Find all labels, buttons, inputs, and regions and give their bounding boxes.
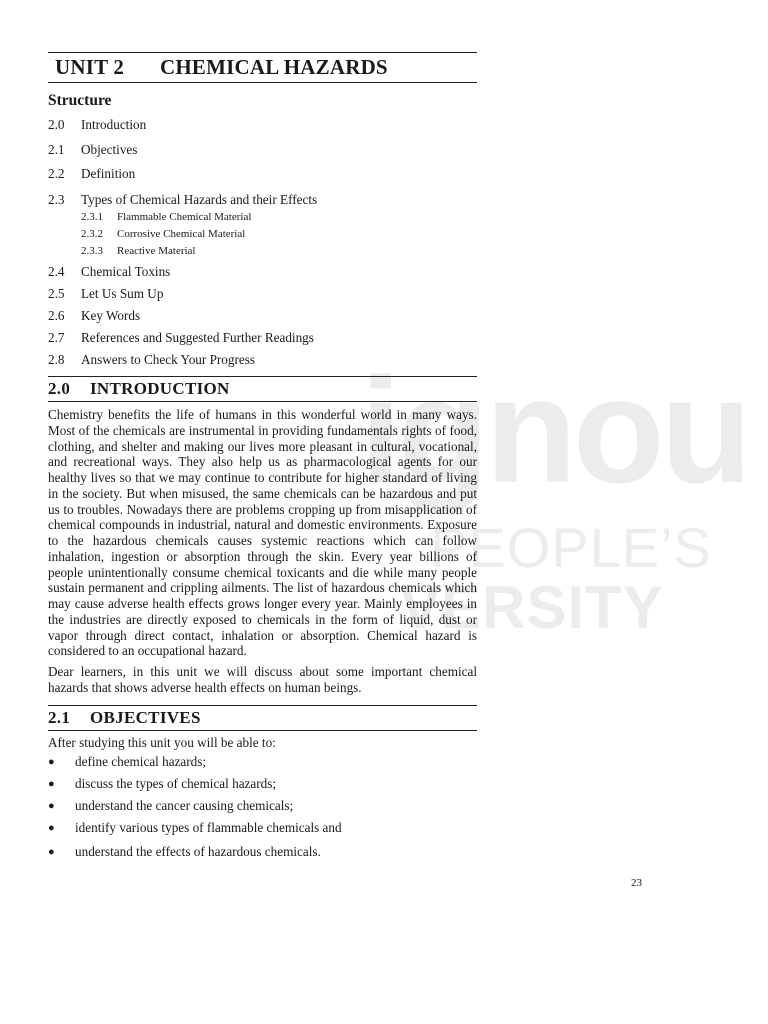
list-item-text: discuss the types of chemical hazards;	[75, 776, 277, 792]
toc-number: 2.7	[48, 330, 65, 345]
section-title: INTRODUCTION	[90, 379, 230, 398]
toc-label: Introduction	[81, 117, 147, 132]
toc-number: 2.2	[48, 166, 65, 181]
toc-subitem-corrosive	[48, 227, 477, 241]
toc-number: 2.3.3	[81, 245, 103, 257]
toc-label: Chemical Toxins	[81, 264, 171, 279]
toc-item-definition	[48, 166, 477, 182]
list-item-text: define chemical hazards;	[75, 754, 207, 770]
toc-number: 2.3	[48, 192, 65, 207]
list-item-text: understand the cancer causing chemicals;	[75, 798, 294, 814]
introduction-paragraph: Chemistry benefits the life of humans in this wonderful world in many ways. Most of the chemicals are instrumental in providing fundamentals rights of food, clothing, and shelter and making our lives more pleasant in cultural, vocational, and recreational ways. They also help us as pharmacological agents for our healthy lives so that we may continue to contribute for higher standard of living in the society. But when misused, the same chemicals can be hazardous and put us to troubles. Nowadays there are problems cropping up from misapplication of chemical compounds in industrial, natural and domestic environments. Exposure to the hazardous chemicals causes systemic reactions which can follow inhalation, ingestion or absorption through the skin. Every year billions of people unintentionally consume chemical toxicants and die while many people sustain permanent and crippling ailments. The list of hazardous chemicals which may cause adverse health effects grows longer every year. Mainly employees in the industries are directly exposed to chemicals in the form of liquid, dust or vapor through direct contact, inhalation or absorption. Chemical hazard is considered to an occupational hazard.	[48, 407, 477, 659]
page-number: 23	[631, 877, 642, 889]
objectives-list	[48, 754, 477, 860]
list-item	[48, 844, 477, 860]
toc-label: Definition	[81, 166, 136, 181]
toc-number: 2.3.2	[81, 227, 103, 240]
list-item-text: understand the effects of hazardous chemicals.	[75, 844, 321, 860]
watermark-text-university: VERSITY	[400, 574, 664, 641]
section-title: OBJECTIVES	[90, 707, 201, 727]
toc-item-types-of-hazards	[48, 192, 477, 208]
toc-number: 2.3.1	[81, 211, 103, 223]
toc-subitem-reactive	[48, 244, 477, 258]
toc-item-references	[48, 330, 477, 346]
section-number: 2.1	[48, 707, 71, 727]
watermark-text-peoples: PEOPLE’S	[430, 516, 712, 579]
structure-heading: Structure	[48, 92, 112, 109]
toc-number: 2.8	[48, 352, 65, 367]
toc-item-key-words	[48, 308, 477, 324]
list-item	[48, 798, 477, 814]
toc-item-answers	[48, 352, 477, 368]
toc-label: Answers to Check Your Progress	[81, 352, 255, 367]
toc-number: 2.6	[48, 308, 65, 323]
toc-label: Corrosive Chemical Material	[117, 227, 246, 240]
toc-label: Flammable Chemical Material	[117, 211, 252, 223]
bullet-icon: ●	[48, 822, 55, 835]
toc-number: 2.4	[48, 264, 65, 279]
toc-label: Key Words	[81, 308, 141, 323]
toc-item-chemical-toxins	[48, 264, 477, 280]
bullet-icon: ●	[48, 756, 55, 769]
list-item	[48, 820, 477, 836]
toc-item-introduction	[48, 117, 477, 133]
section-heading-objectives	[48, 705, 477, 731]
structure-list	[48, 117, 477, 368]
main-content	[48, 52, 477, 866]
watermark-logo: ignou	[360, 346, 749, 514]
toc-label: Types of Chemical Hazards and their Effects	[81, 192, 318, 207]
toc-label: Objectives	[81, 141, 138, 157]
toc-label: References and Suggested Further Readings	[81, 330, 314, 345]
bullet-icon: ●	[48, 778, 55, 791]
unit-title	[48, 52, 477, 83]
list-item-text: identify various types of flammable chemicals and	[75, 820, 342, 836]
toc-number: 2.1	[48, 141, 65, 157]
list-item	[48, 776, 477, 792]
toc-item-objectives	[48, 142, 477, 158]
bullet-icon: ●	[48, 846, 55, 859]
toc-number: 2.5	[48, 286, 65, 301]
toc-item-sum-up	[48, 286, 477, 302]
toc-label: Reactive Material	[117, 245, 196, 257]
list-item	[48, 754, 477, 770]
unit-number: UNIT 2	[55, 55, 125, 79]
section-number: 2.0	[48, 379, 71, 398]
introduction-paragraph: Dear learners, in this unit we will discuss about some important chemical hazards that shows adverse health effects on human beings.	[48, 664, 477, 695]
bullet-icon: ●	[48, 800, 55, 813]
toc-number: 2.0	[48, 117, 65, 132]
section-heading-introduction	[48, 376, 477, 402]
unit-name: CHEMICAL HAZARDS	[160, 55, 388, 79]
objectives-intro: After studying this unit you will be able to:	[48, 734, 276, 750]
toc-subitem-flammable	[48, 210, 477, 224]
toc-label: Let Us Sum Up	[81, 286, 164, 301]
